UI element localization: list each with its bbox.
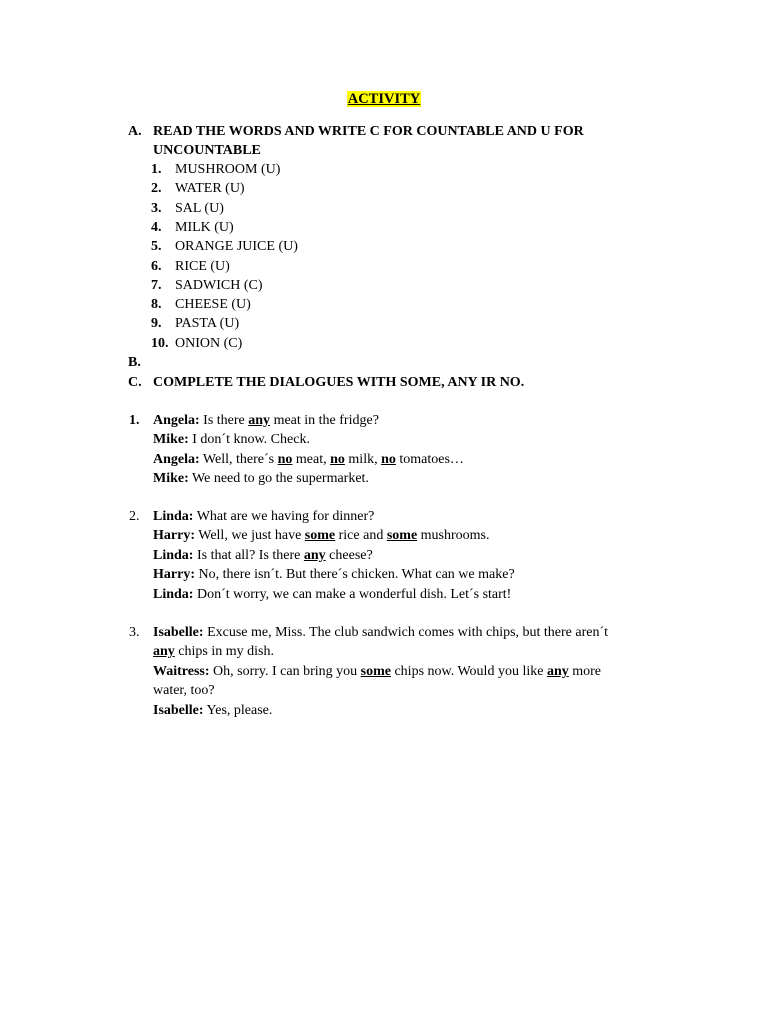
list-item-text: RICE (U): [175, 259, 230, 274]
section-a-heading-line1: READ THE WORDS AND WRITE C FOR COUNTABLE AND U FOR: [153, 124, 584, 139]
dialogue-line: [153, 565, 515, 584]
section-c-heading: COMPLETE THE DIALOGUES WITH SOME, ANY IR NO.: [153, 375, 525, 390]
speaker-name: Harry:: [153, 528, 195, 543]
section-a-heading-line2: UNCOUNTABLE: [153, 143, 261, 158]
section-c-letter: C.: [128, 375, 142, 390]
dialogue-text: Excuse me, Miss. The club sandwich comes with chips, but there aren´t: [203, 625, 609, 640]
speaker-name: Isabelle:: [153, 625, 204, 640]
list-item-number: 2.: [151, 181, 162, 196]
dialogue-line: [153, 469, 369, 488]
list-item-text: PASTA (U): [175, 316, 240, 331]
dialogue-line: [153, 681, 215, 700]
answer-word: no: [381, 452, 396, 467]
list-item-number: 10.: [151, 336, 169, 351]
dialogue-number: 3.: [129, 625, 140, 640]
list-item-text: SAL (U): [175, 201, 224, 216]
answer-word: any: [248, 413, 271, 428]
list-item-number: 8.: [151, 297, 162, 312]
dialogue-text: Well, we just have: [194, 528, 305, 543]
list-item-text: ONION (C): [175, 336, 243, 351]
page-title: ACTIVITY: [347, 91, 421, 107]
dialogue-text: rice and: [335, 528, 387, 543]
list-item-number: 6.: [151, 259, 162, 274]
dialogue-number: 2.: [129, 509, 140, 524]
dialogue-text: No, there isn´t. But there´s chicken. What can we make?: [194, 567, 515, 582]
dialogue-text: Is there: [199, 413, 249, 428]
dialogue-line: [153, 526, 490, 545]
dialogue-text: What are we having for dinner?: [193, 509, 375, 524]
dialogue-text: tomatoes…: [395, 452, 464, 467]
list-item-number: 3.: [151, 201, 162, 216]
answer-word: no: [330, 452, 345, 467]
answer-word: any: [546, 664, 569, 679]
section-a-letter: A.: [128, 124, 142, 139]
dialogue-text: water, too?: [153, 683, 215, 698]
speaker-name: Harry:: [153, 567, 195, 582]
speaker-name: Mike:: [153, 471, 189, 486]
dialogue-line: [153, 430, 310, 449]
dialogue-number: 1.: [129, 413, 140, 428]
dialogue-text: Yes, please.: [203, 703, 273, 718]
dialogue-text: meat,: [292, 452, 331, 467]
list-item-text: CHEESE (U): [175, 297, 251, 312]
dialogue-line: [153, 585, 511, 604]
dialogue-text: milk,: [344, 452, 382, 467]
list-item-text: SADWICH (C): [175, 278, 263, 293]
dialogue-text: chips in my dish.: [174, 644, 274, 659]
speaker-name: Linda:: [153, 548, 194, 563]
list-item-text: ORANGE JUICE (U): [175, 239, 298, 254]
dialogue-text: I don´t know. Check.: [188, 432, 310, 447]
answer-word: any: [153, 644, 175, 659]
speaker-name: Isabelle:: [153, 703, 204, 718]
dialogue-line: [153, 546, 373, 565]
list-item-number: 4.: [151, 220, 162, 235]
dialogue-line: [153, 507, 374, 526]
speaker-name: Waitress:: [153, 664, 210, 679]
speaker-name: Angela:: [153, 452, 200, 467]
list-item-text: MUSHROOM (U): [175, 162, 281, 177]
answer-word: no: [277, 452, 293, 467]
dialogue-line: [153, 642, 274, 661]
list-item-number: 1.: [151, 162, 162, 177]
list-item-number: 9.: [151, 316, 162, 331]
speaker-name: Mike:: [153, 432, 189, 447]
answer-word: some: [386, 528, 418, 543]
dialogue-text: Well, there´s: [199, 452, 278, 467]
dialogue-line: [153, 411, 379, 430]
dialogue-text: cheese?: [325, 548, 373, 563]
list-item-text: WATER (U): [175, 181, 245, 196]
answer-word: some: [360, 664, 391, 679]
dialogue-line: [153, 701, 272, 720]
section-b-letter: B.: [128, 355, 141, 370]
dialogue-line: [153, 450, 464, 469]
dialogue-text: more: [568, 664, 602, 679]
dialogue-text: chips now. Would you like: [390, 664, 547, 679]
speaker-name: Linda:: [153, 587, 194, 602]
dialogue-line: [153, 623, 608, 642]
dialogue-text: We need to go the supermarket.: [188, 471, 369, 486]
dialogue-text: meat in the fridge?: [270, 413, 379, 428]
list-item-text: MILK (U): [175, 220, 234, 235]
dialogue-text: mushrooms.: [417, 528, 490, 543]
dialogue-text: Don´t worry, we can make a wonderful dish. Let´s start!: [193, 587, 512, 602]
answer-word: some: [304, 528, 336, 543]
answer-word: any: [303, 548, 326, 563]
speaker-name: Angela:: [153, 413, 200, 428]
speaker-name: Linda:: [153, 509, 194, 524]
dialogue-text: Oh, sorry. I can bring you: [209, 664, 361, 679]
list-item-number: 5.: [151, 239, 162, 254]
dialogue-text: Is that all? Is there: [193, 548, 304, 563]
dialogue-line: [153, 662, 601, 681]
list-item-number: 7.: [151, 278, 162, 293]
